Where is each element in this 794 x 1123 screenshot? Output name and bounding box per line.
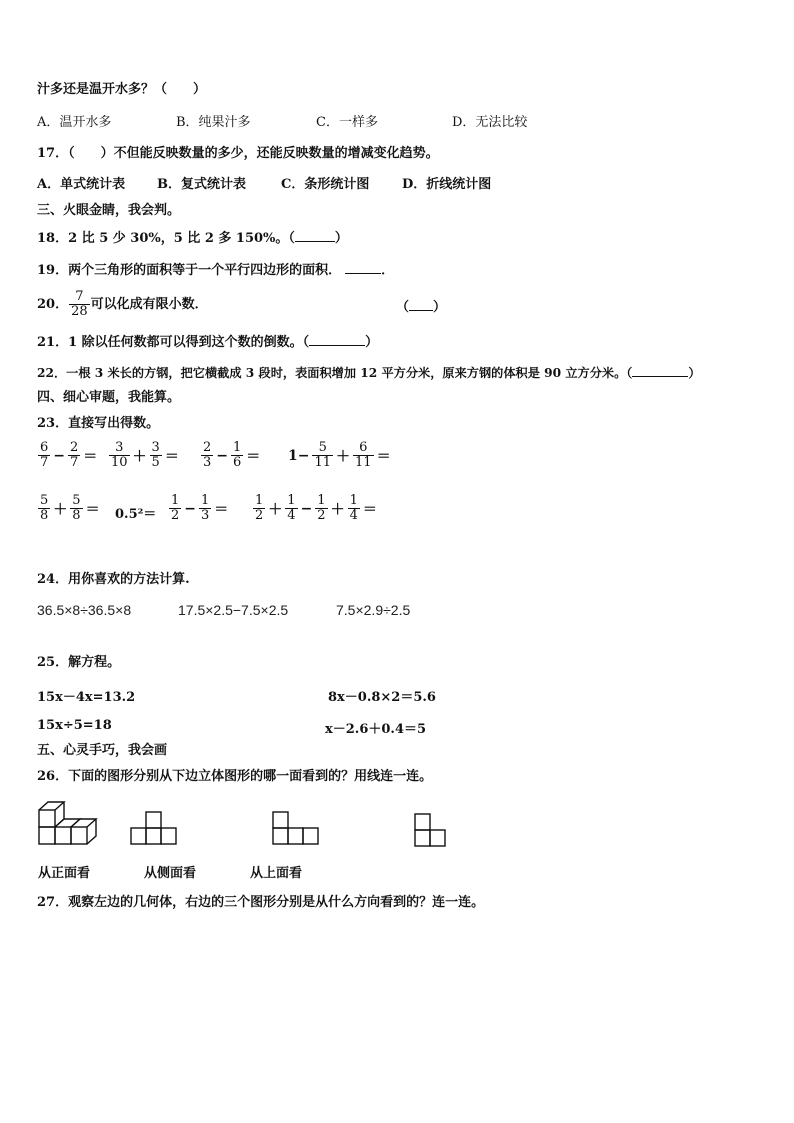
fraction-numerator: 5 (318, 440, 327, 455)
fraction-denominator: 2 (255, 508, 264, 523)
q24-stem: 24．用你喜欢的方法计算. (37, 572, 190, 587)
q17-option-d[interactable]: D．折线统计图 (402, 177, 492, 192)
fraction-denominator: 7 (70, 455, 79, 470)
q17-stem: 17．（ ）不但能反映数量的多少，还能反映数量的增减变化趋势。 (37, 146, 439, 161)
q21-close: ） (365, 335, 379, 350)
view-figure-c (414, 812, 448, 848)
math-operator: − (216, 447, 229, 464)
q26-label-top: 从上面看 (250, 866, 303, 881)
math-operator: ＋ (330, 501, 345, 518)
q25-equation-2: 8x－0.8×2＝5.6 (328, 690, 436, 705)
fraction-denominator: 3 (203, 455, 212, 470)
q19-end: ． (381, 263, 395, 278)
fraction-numerator: 1 (255, 493, 264, 508)
math-operator: ＝ (85, 501, 100, 518)
q20-text: 可以化成有限小数． (90, 296, 208, 312)
q23-expr-1 (37, 441, 99, 470)
solid-figure (38, 800, 100, 846)
q23-expr-6 (115, 503, 156, 522)
q21-text: 21．1 除以任何数都可以得到这个数的倒数。（ (37, 335, 310, 350)
q26-stem: 26．下面的图形分别从下边立体图形的哪一面看到的？用线连一连。 (37, 769, 433, 784)
fraction-numerator: 3 (115, 440, 124, 455)
q25-equation-1: 15x－4x=13.2 (37, 690, 136, 705)
q17-option-b[interactable]: B．复式统计表 (157, 177, 246, 192)
q23-expr-8 (252, 494, 379, 523)
math-operator: ＝ (376, 448, 391, 465)
q19-text: 19．两个三角形的面积等于一个平行四边形的面积． (37, 263, 342, 278)
q19-answer-blank[interactable] (345, 261, 381, 274)
q24-expr-1: 36.5×8÷36.5×8 (37, 602, 132, 618)
fraction-denominator: 4 (349, 508, 358, 523)
q23-expr-4 (286, 441, 393, 470)
fraction-numerator: 1 (233, 440, 242, 455)
math-operator: ＋ (268, 501, 283, 518)
math-operator: ＝ (214, 501, 229, 518)
q20-answer-blank[interactable] (409, 298, 433, 311)
q19-stem (37, 261, 394, 279)
q20-fraction-numerator: 7 (75, 289, 84, 304)
fraction (68, 441, 80, 470)
fraction-numerator: 5 (72, 493, 81, 508)
math-operator: − (184, 500, 197, 517)
math-operator: ＝ (164, 448, 179, 465)
math-operator: ＋ (336, 448, 351, 465)
q20-fraction (69, 290, 90, 319)
fraction-numerator: 6 (359, 440, 368, 455)
math-operator: ＋ (53, 501, 68, 518)
fraction (38, 494, 50, 523)
fraction-numerator: 1 (287, 493, 296, 508)
q16-option-c[interactable]: C．一样多 (316, 115, 378, 130)
q26-label-front: 从正面看 (38, 866, 91, 881)
section-5-heading: 五、心灵手巧，我会画 (37, 743, 168, 758)
fraction (70, 494, 82, 523)
fraction-denominator: 6 (233, 455, 242, 470)
section-4-heading: 四、细心审题，我能算。 (37, 390, 181, 405)
q24-expr-3: 7.5×2.9÷2.5 (336, 602, 411, 618)
fraction (312, 441, 333, 470)
q16-option-d[interactable]: D．无法比较 (452, 115, 528, 130)
q17-option-a[interactable]: A．单式统计表 (37, 177, 126, 192)
fraction-numerator: 6 (40, 440, 49, 455)
q23-expr-2 (108, 441, 181, 470)
math-operator: ＝ (246, 448, 261, 465)
q20-fraction-denominator: 28 (71, 304, 88, 319)
fraction-numerator: 2 (203, 440, 212, 455)
q18-stem (37, 229, 348, 247)
fraction (201, 441, 213, 470)
view-figure-b (272, 810, 320, 846)
fraction (348, 494, 360, 523)
fraction (253, 494, 265, 523)
fraction-denominator: 4 (287, 508, 296, 523)
math-operator: ＝ (362, 501, 377, 518)
fraction-denominator: 2 (171, 508, 180, 523)
math-operator: ＋ (132, 448, 147, 465)
fraction-denominator: 11 (314, 455, 332, 470)
fraction (285, 494, 297, 523)
math-operator: − (300, 500, 313, 517)
fraction-denominator: 7 (40, 455, 49, 470)
q21-answer-blank[interactable] (309, 333, 365, 346)
fraction-denominator: 3 (201, 508, 210, 523)
q16-option-a[interactable]: A．温开水多 (37, 115, 112, 130)
fraction-numerator: 3 (151, 440, 160, 455)
q23-expr-7 (168, 494, 230, 523)
fraction-denominator: 2 (317, 508, 326, 523)
q22-stem (37, 364, 701, 381)
q18-close: ） (334, 231, 348, 246)
fraction-numerator: 1 (171, 493, 180, 508)
fraction (109, 441, 130, 470)
q20-answer-paren (396, 298, 446, 316)
q20-paren-open: （ (396, 300, 410, 315)
fraction (231, 441, 243, 470)
math-operator: − (53, 447, 66, 464)
fraction (315, 494, 327, 523)
section-3-heading: 三、火眼金睛，我会判。 (37, 203, 181, 218)
q20-paren-close: ） (433, 300, 447, 315)
fraction-denominator: 8 (72, 508, 81, 523)
view-figure-a (130, 810, 178, 846)
q18-text: 18．2 比 5 少 30%，5 比 2 多 150%。（ (37, 231, 295, 246)
q20-number: 20． (37, 296, 69, 312)
q25-stem: 25．解方程。 (37, 655, 121, 670)
q25-equation-3: 15x÷5=18 (37, 718, 112, 733)
fraction-denominator: 8 (40, 508, 49, 523)
q22-text: 22．一根 3 米长的方钢，把它横截成 3 段时，表面积增加 12 平方分米，原来方钢的体积是 90 立方分米。（ (37, 366, 633, 380)
math-operator: ＝ (83, 448, 98, 465)
q16-option-b[interactable]: B．纯果汁多 (176, 115, 251, 130)
fraction (169, 494, 181, 523)
fraction-numerator: 5 (40, 493, 49, 508)
fraction (199, 494, 211, 523)
q17-option-c[interactable]: C．条形统计图 (281, 177, 370, 192)
fraction-numerator: 1 (317, 493, 326, 508)
q25-equation-4: x－2.6＋0.4＝5 (325, 722, 427, 737)
fraction-numerator: 1 (349, 493, 358, 508)
q21-stem (37, 333, 378, 351)
fraction-numerator: 2 (70, 440, 79, 455)
q22-answer-blank[interactable] (632, 364, 688, 377)
q24-expr-2: 17.5×2.5−7.5×2.5 (178, 602, 289, 618)
q22-close: ） (688, 366, 701, 380)
fraction-numerator: 1 (201, 493, 210, 508)
q23-expr-3 (200, 441, 262, 470)
q27-stem: 27．观察左边的几何体，右边的三个图形分别是从什么方向看到的？连一连。 (37, 895, 485, 910)
fraction-denominator: 11 (355, 455, 372, 470)
fraction (38, 441, 50, 470)
q20-stem (37, 290, 208, 319)
q23-expr-5 (37, 494, 102, 523)
fraction (353, 441, 374, 470)
math-operator: 1− (288, 447, 310, 464)
q16-stem-tail: 汁多还是温开水多？（ ） (37, 82, 207, 97)
q18-answer-blank[interactable] (295, 229, 335, 242)
math-text: 0.5²＝ (115, 507, 157, 522)
fraction (150, 441, 162, 470)
fraction-denominator: 10 (111, 455, 128, 470)
fraction-denominator: 5 (151, 455, 160, 470)
q26-label-side: 从侧面看 (144, 866, 197, 881)
q23-stem: 23．直接写出得数。 (37, 416, 160, 431)
